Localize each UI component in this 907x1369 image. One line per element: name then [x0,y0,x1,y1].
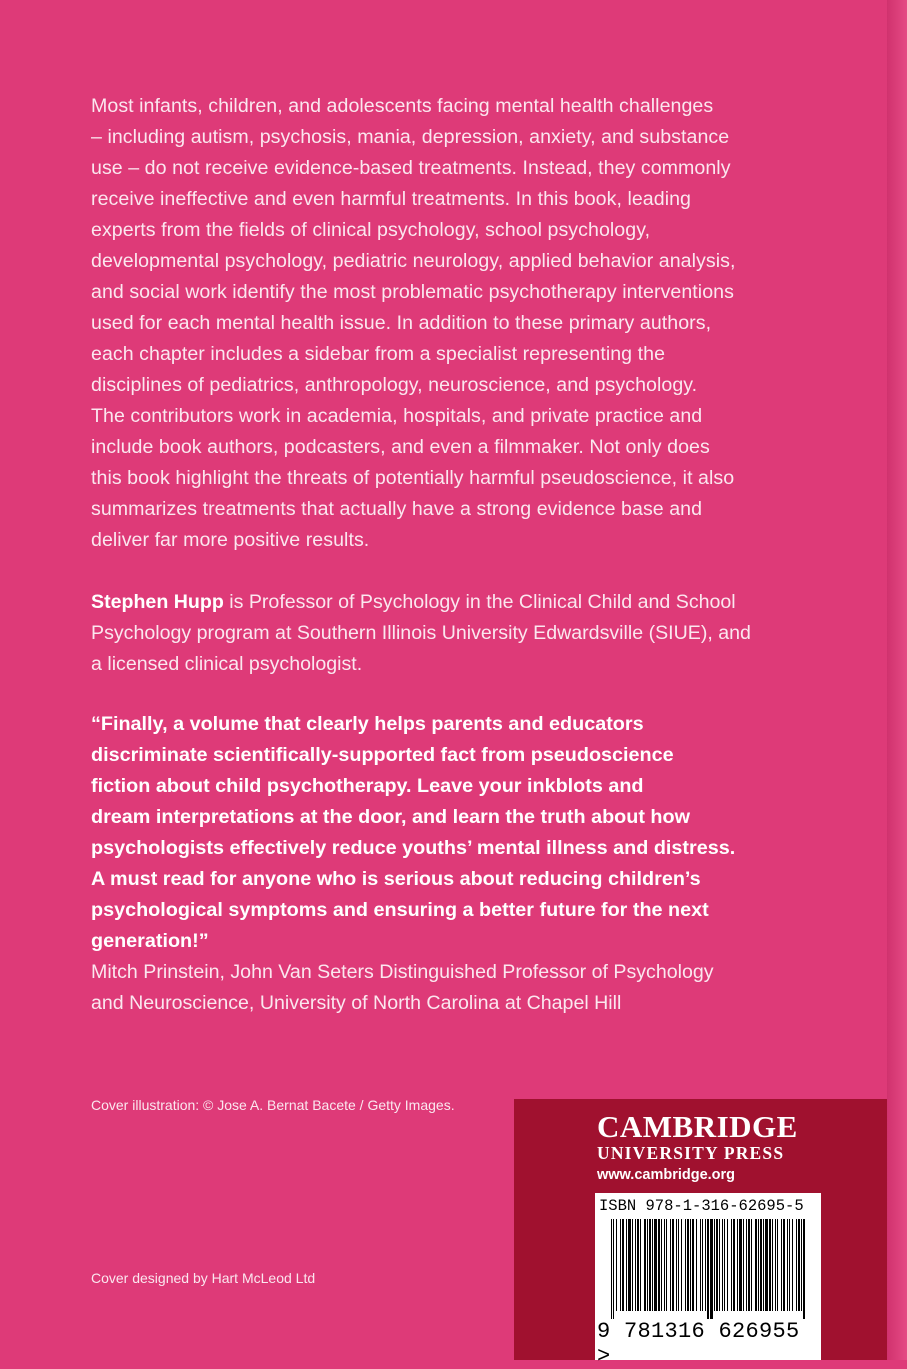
spine-edge [887,0,907,1360]
endorsement-quote: “Finally, a volume that clearly helps parents and educators discriminate scientifically-supported fact from pseudoscience fiction about child psychotherapy. Leave your inkblots and dream interpretations at the door, and learn the truth about how psychologists effectively reduce youths’ mental illness and distress. A must read for anyone who is serious about reducing children’s psychological symptoms and ensuring a better future for the next generation!” [91,713,736,952]
barcode-bar [644,1219,646,1311]
barcode-bar [765,1219,768,1311]
barcode-bar [628,1219,631,1311]
barcode-bar [739,1219,742,1311]
barcode-bar [670,1219,671,1311]
endorsement-attribution: Mitch Prinstein, John Van Seters Distinguished Professor of Psychology and Neuroscience, University of North Carolina at Chapel Hill [91,961,714,1014]
barcode-bar [702,1219,703,1311]
description-block [91,91,771,556]
barcode-bar [690,1219,691,1311]
author-bio-text: is Professor of Psychology in the Clinical Child and School Psychology program at Southern Illinois University Edwardsville (SIUE), and a licensed clinical psychologist. [91,591,751,675]
barcode [595,1193,821,1369]
barcode-bar [692,1219,694,1311]
barcode-bar [798,1219,800,1311]
barcode-bar [700,1219,701,1311]
barcode-bar [647,1219,648,1311]
book-description: Most infants, children, and adolescents facing mental health challenges – including autism, psychosis, mania, depression, anxiety, and substance use – do not receive evidence-based treatments. Instead, they commonly receive ineffective and even harmful treatments. In this book, leading experts from the fields of clinical psychology, school psychology, developmental psychology, pediatric neurology, applied behavior analysis, and social work identify the most problematic psychotherapy interventions used for each mental health issue. In addition to these primary authors, each chapter includes a sidebar from a specialist representing the disciplines of pediatrics, anthropology, neuroscience, and psychology. The contributors work in academia, hospitals, and private practice and include book authors, podcasters, and even a filmmaker. Not only does this book highlight the threats of potentially harmful pseudoscience, it also summarizes treatments that actually have a strong evidence base and deliver far more positive results. [91,95,736,551]
barcode-bar [724,1219,725,1311]
barcode-bar [685,1219,686,1311]
barcode-bar [748,1219,750,1311]
barcode-bar [635,1219,636,1311]
barcode-bars [611,1219,807,1319]
publisher-block [514,1099,887,1369]
barcode-bar [783,1219,785,1311]
barcode-bar [737,1219,738,1311]
barcode-bar [661,1219,662,1311]
barcode-bar [792,1219,793,1311]
publisher-url: www.cambridge.org [597,1167,736,1183]
barcode-bar [637,1219,639,1311]
barcode-bar [626,1219,627,1311]
barcode-bar [777,1219,778,1311]
barcode-bar [772,1219,773,1311]
publisher-subname: UNIVERSITY PRESS [597,1143,785,1163]
barcode-bar [733,1219,735,1311]
barcode-bar [722,1219,723,1311]
barcode-bar [751,1219,752,1311]
barcode-bar [664,1219,665,1311]
barcode-bar [640,1219,641,1311]
barcode-bar [781,1219,782,1311]
barcode-bar [678,1219,679,1311]
barcode-bar [666,1219,667,1311]
barcode-bar [632,1219,633,1311]
barcode-bar [652,1219,653,1311]
barcode-bar [755,1219,757,1311]
barcode-bar [746,1219,747,1311]
barcode-bar [622,1219,624,1311]
isbn-label: ISBN 978-1-316-62695-5 [599,1197,804,1215]
barcode-bar [649,1219,651,1311]
barcode-bar [681,1219,682,1311]
barcode-bar [803,1219,805,1319]
barcode-bar [769,1219,771,1311]
publisher-name: CAMBRIDGE [597,1109,798,1144]
barcode-bar [731,1219,732,1311]
barcode-bar [763,1219,764,1311]
barcode-bar [616,1219,617,1311]
barcode-bar [710,1219,713,1319]
barcode-bar [714,1219,715,1311]
barcode-bar [696,1219,697,1311]
barcode-bar [719,1219,720,1311]
barcode-bar [658,1219,660,1311]
barcode-bar [801,1219,802,1311]
cover-illustration-credit: Cover illustration: © Jose A. Bernat Bacete / Getty Images. [91,1097,455,1113]
barcode-bar [705,1219,706,1311]
cover-design-credit: Cover designed by Hart McLeod Ltd [91,1270,316,1286]
author-name: Stephen Hupp [91,591,224,613]
barcode-bar [760,1219,762,1311]
barcode-bar [743,1219,744,1311]
author-bio [91,587,791,680]
barcode-bar [707,1219,709,1319]
barcode-bar [727,1219,728,1311]
barcode-bar [687,1219,689,1311]
barcode-bar [620,1219,621,1311]
barcode-bar [672,1219,674,1311]
barcode-bar [775,1219,776,1311]
barcode-bar [758,1219,759,1311]
barcode-digits: 9 781316 626955 > [597,1319,800,1369]
barcode-bar [613,1219,614,1319]
barcode-bar [789,1219,790,1311]
barcode-bar [611,1219,612,1319]
barcode-bar [796,1219,797,1311]
barcode-bar [787,1219,788,1311]
barcode-bar [676,1219,677,1311]
barcode-bar [716,1219,718,1311]
barcode-bar [654,1219,657,1311]
